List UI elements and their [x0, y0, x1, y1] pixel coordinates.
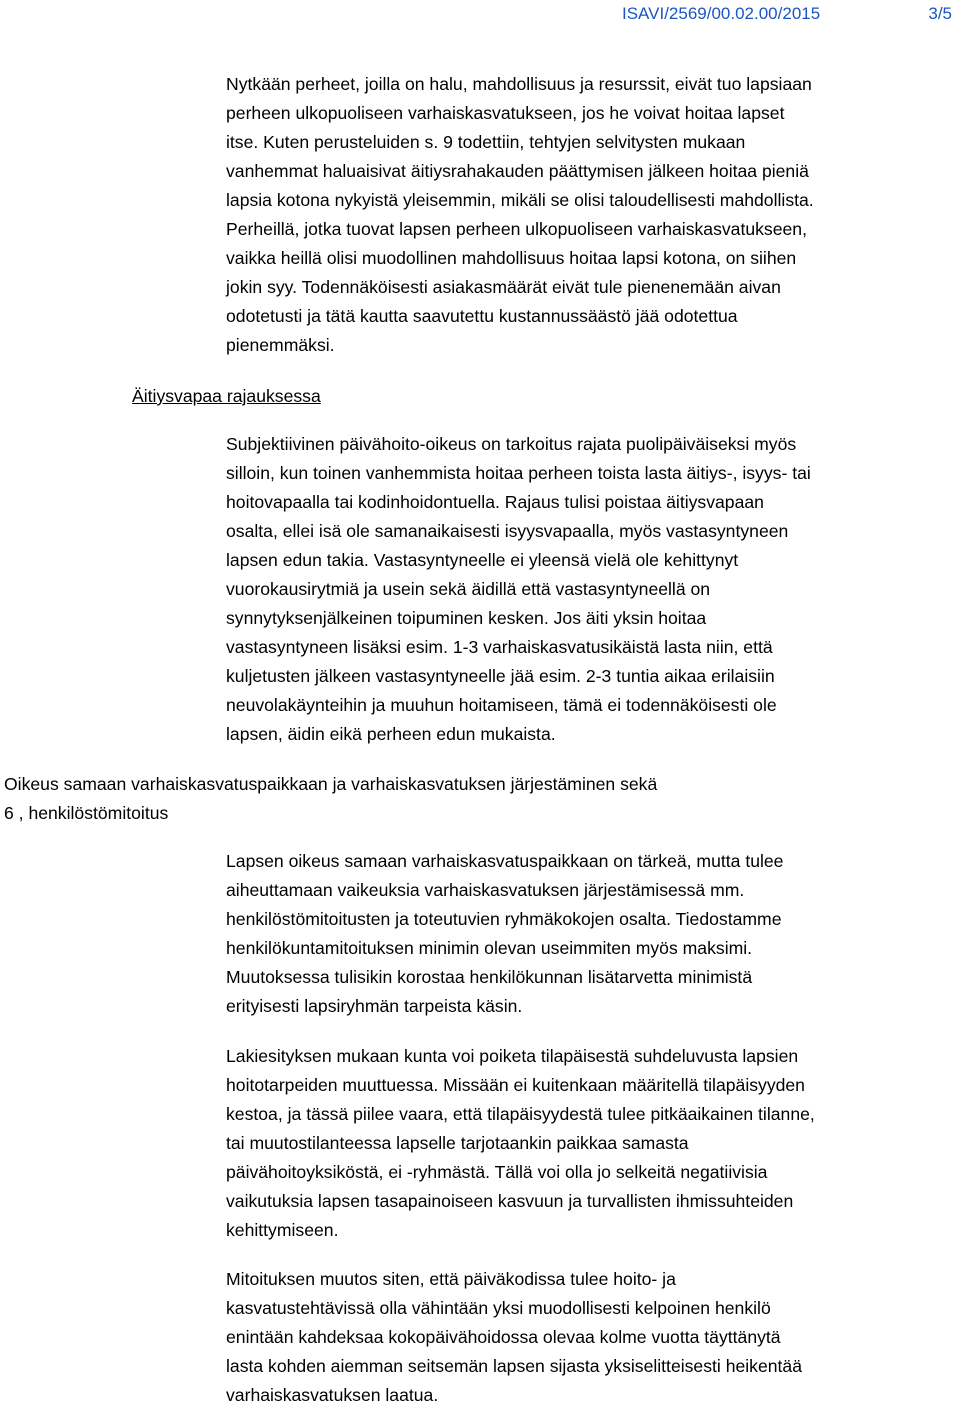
text-line: silloin, kun toinen vanhemmista hoitaa perheen toista lasta äitiys-, isyys- tai — [226, 463, 811, 483]
paragraph-maternity-leave — [226, 430, 960, 749]
text-line: vaikka heillä olisi muodollinen mahdollisuus hoitaa lapsi kotona, on siihen — [226, 248, 797, 268]
text-line: Perheillä, jotka tuovat lapsen perheen ulkopuoliseen varhaiskasvatukseen, — [226, 219, 807, 239]
text-line: kestoa, ja tässä piilee vaara, että tilapäisyydestä tulee pitkäaikainen tilanne, — [226, 1104, 815, 1124]
text-line: Subjektiivinen päivähoito-oikeus on tarkoitus rajata puolipäiväiseksi myös — [226, 434, 797, 454]
document-id: ISAVI/2569/00.02.00/2015 — [622, 4, 821, 23]
text-line: synnytyksenjälkeinen toipuminen kesken. Jos äiti yksin hoitaa — [226, 608, 707, 628]
text-line: osalta, ellei isä ole samanaikaisesti isyysvapaalla, myös vastasyntyneen — [226, 521, 789, 541]
text-line: Lapsen oikeus samaan varhaiskasvatuspaikkaan on tärkeä, mutta tulee — [226, 851, 784, 871]
text-line: Lakiesityksen mukaan kunta voi poiketa tilapäisestä suhdeluvusta lapsien — [226, 1046, 799, 1066]
text-line: enintään kahdeksaa kokopäivähoidossa olevaa kolme vuotta täyttänytä — [226, 1327, 781, 1347]
text-line: varhaiskasvatuksen laatua. — [226, 1385, 439, 1405]
text-line: vastasyntyneen lisäksi esim. 1-3 varhaiskasvatusikäistä lasta niin, että — [226, 637, 773, 657]
section-heading-maternity-leave: Äitiysvapaa rajauksessa — [132, 386, 321, 406]
text-line: aiheuttamaan vaikeuksia varhaiskasvatuksen järjestämisessä mm. — [226, 880, 745, 900]
page-number: 3/5 — [928, 4, 952, 23]
heading-line: Oikeus samaan varhaiskasvatuspaikkaan ja varhaiskasvatuksen järjestäminen sekä — [4, 774, 658, 794]
text-line: kuljetusten jälkeen vastasyntyneelle jää esim. 2-3 tuntia aikaa erilaisiin — [226, 666, 775, 686]
paragraph-staffing-change — [226, 1265, 960, 1410]
text-line: erityisesti lapsiryhmän tarpeista käsin. — [226, 996, 523, 1016]
text-line: Muutoksessa tulisikin korostaa henkilökunnan lisätarvetta minimistä — [226, 967, 753, 987]
page-header — [0, 4, 952, 28]
text-line: tai muutostilanteessa lapselle tarjotaankin paikkaa samasta — [226, 1133, 689, 1153]
text-line: jokin syy. Todennäköisesti asiakasmäärät eivät tule pienenemään aivan — [226, 277, 781, 297]
text-line: lapsen, äidin eikä perheen edun mukaista. — [226, 724, 556, 744]
text-line: perheen ulkopuoliseen varhaiskasvatukseen, jos he voivat hoitaa lapset — [226, 103, 785, 123]
section-heading-same-placement — [4, 770, 657, 828]
text-line: odotetusti ja tätä kautta saavutettu kustannussäästö jää odotettua — [226, 306, 738, 326]
text-line: vanhemmat haluaisivat äitiysrahakauden päättymisen jälkeen hoitaa pieniä — [226, 161, 809, 181]
text-line: kasvatustehtävissä olla vähintään yksi muodollisesti kelpoinen henkilö — [226, 1298, 771, 1318]
text-line: itse. Kuten perusteluiden s. 9 todettiin, tehtyjen selvitysten mukaan — [226, 132, 746, 152]
text-line: Nytkään perheet, joilla on halu, mahdollisuus ja resurssit, eivät tuo lapsiaan — [226, 74, 812, 94]
text-line: hoitovapaalla tai kodinhoidontuella. Rajaus tulisi poistaa äitiysvapaan — [226, 492, 764, 512]
text-line: vaikutuksia lapsen tasapainoiseen kasvuun ja turvallisten ihmissuhteiden — [226, 1191, 794, 1211]
text-line: henkilöstömitoitusten ja toteutuvien ryhmäkokojen osalta. Tiedostamme — [226, 909, 782, 929]
text-line: päivähoitoyksiköstä, ei -ryhmästä. Tällä voi olla jo selkeitä negatiivisia — [226, 1162, 768, 1182]
text-line: pienemmäksi. — [226, 335, 335, 355]
paragraph-temporary-ratio — [226, 1042, 960, 1245]
text-line: lapsen edun takia. Vastasyntyneelle ei yleensä vielä ole kehittynyt — [226, 550, 739, 570]
text-line: Mitoituksen muutos siten, että päiväkodissa tulee hoito- ja — [226, 1269, 676, 1289]
heading-line: 6 , henkilöstömitoitus — [4, 803, 169, 823]
text-line: lasta kohden aiemman seitsemän lapsen sijasta yksiselitteisesti heikentää — [226, 1356, 803, 1376]
text-line: neuvolakäynteihin ja muuhun hoitamiseen, tämä ei todennäköisesti ole — [226, 695, 777, 715]
paragraph-same-placement — [226, 847, 960, 1021]
text-line: lapsia kotona nykyistä yleisemmin, mikäli se olisi taloudellisesti mahdollista. — [226, 190, 814, 210]
text-line: hoitotarpeiden muuttuessa. Missään ei kuitenkaan määritellä tilapäisyyden — [226, 1075, 805, 1095]
paragraph-current-families — [226, 70, 960, 360]
text-line: vuorokausirytmiä ja usein sekä äidillä että vastasyntyneellä on — [226, 579, 711, 599]
text-line: kehittymiseen. — [226, 1220, 339, 1240]
text-line: henkilökuntamitoituksen minimin olevan useimmiten myös maksimi. — [226, 938, 753, 958]
